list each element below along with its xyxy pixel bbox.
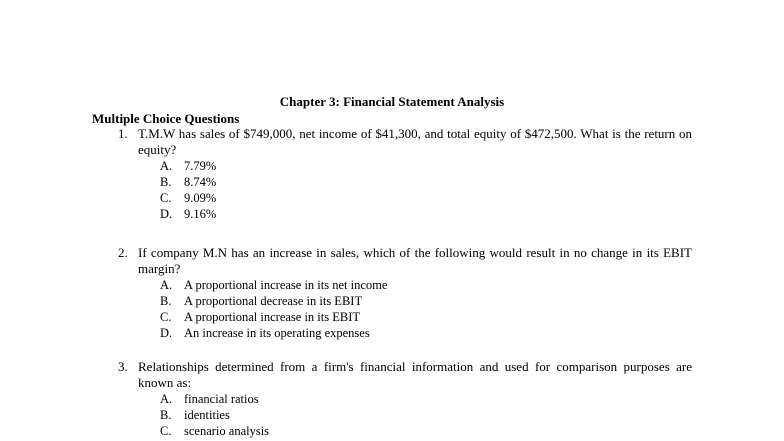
document-title: Chapter 3: Financial Statement Analysis (279, 94, 505, 109)
option-text: 9.09% (184, 191, 217, 205)
option-letter: B. (160, 175, 172, 189)
answer-option (160, 423, 692, 439)
option-letter: D. (160, 207, 173, 221)
answer-options (160, 391, 692, 439)
question-2 (118, 245, 692, 341)
question-number: 3. (118, 359, 128, 374)
question-3 (118, 359, 692, 439)
option-letter: C. (160, 191, 172, 205)
question-text: Relationships determined from a firm's financial information and used for comparison purposes are known as: (138, 359, 692, 390)
option-letter: A. (160, 392, 173, 406)
option-letter: A. (160, 278, 173, 292)
option-letter: C. (160, 310, 172, 324)
question-1 (118, 126, 692, 222)
option-text: An increase in its operating expenses (184, 326, 370, 340)
option-letter: B. (160, 294, 172, 308)
option-text: financial ratios (184, 392, 259, 406)
option-text: A proportional increase in its net income (184, 278, 388, 292)
answer-option (160, 293, 692, 309)
answer-option (160, 277, 692, 293)
option-text: identities (184, 408, 230, 422)
answer-option (160, 174, 692, 190)
answer-options (160, 158, 692, 222)
option-letter: B. (160, 408, 172, 422)
option-letter: A. (160, 159, 173, 173)
answer-option (160, 325, 692, 341)
option-letter: D. (160, 326, 173, 340)
answer-option (160, 391, 692, 407)
option-text: A proportional decrease in its EBIT (184, 294, 363, 308)
option-text: A proportional increase in its EBIT (184, 310, 361, 324)
question-text: T.M.W has sales of $749,000, net income of $41,300, and total equity of $472,500. What is the return on equity? (138, 126, 692, 157)
question-text: If company M.N has an increase in sales, which of the following would result in no change in its EBIT margin? (138, 245, 692, 276)
answer-option (160, 158, 692, 174)
question-number: 1. (118, 126, 128, 141)
option-text: scenario analysis (184, 424, 270, 438)
option-text: 9.16% (184, 207, 217, 221)
option-letter: C. (160, 424, 172, 438)
answer-option (160, 206, 692, 222)
answer-option (160, 309, 692, 325)
answer-option (160, 190, 692, 206)
section-heading: Multiple Choice Questions (92, 111, 240, 126)
option-text: 7.79% (184, 159, 217, 173)
answer-option (160, 407, 692, 423)
option-text: 8.74% (184, 175, 217, 189)
answer-options (160, 277, 692, 341)
question-number: 2. (118, 245, 128, 260)
